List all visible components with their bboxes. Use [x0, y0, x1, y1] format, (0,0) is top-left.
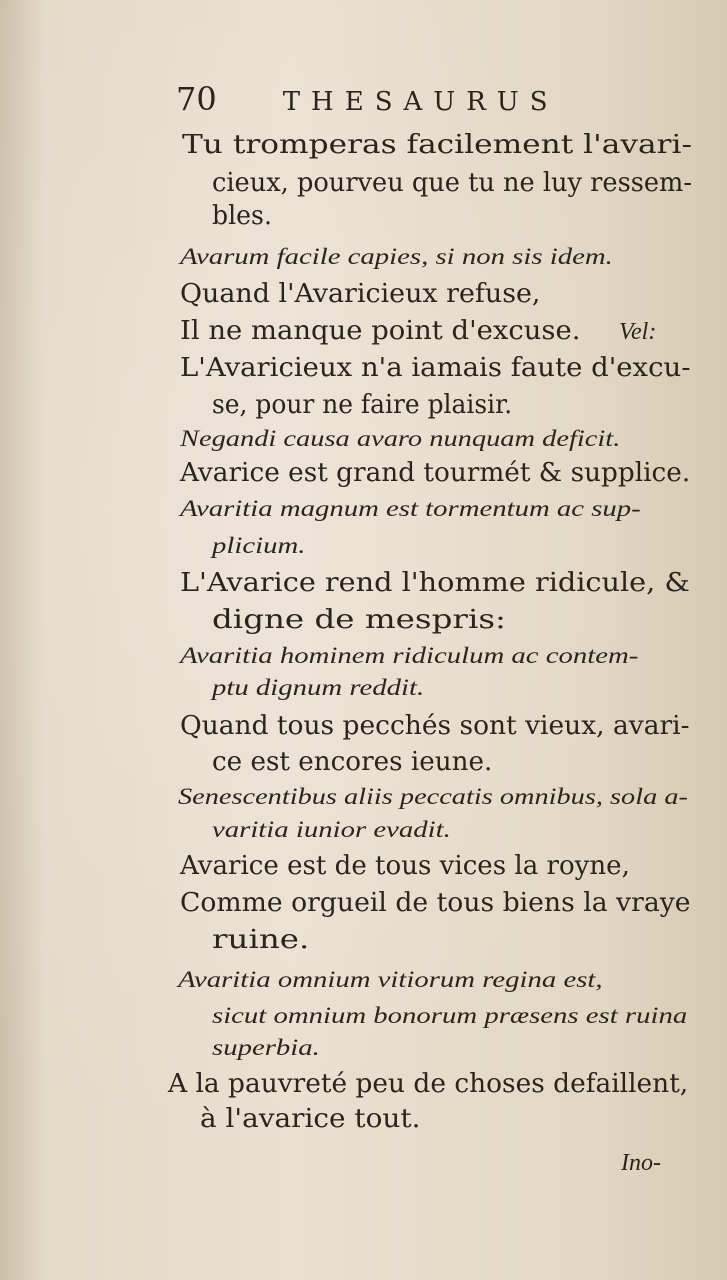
latin-line: Avaritia omnium vitiorum regina est, — [178, 967, 603, 992]
latin-line: sicut omnium bonorum præsens est ruina — [212, 1003, 688, 1028]
latin-line: Senescentibus aliis peccatis omnibus, sola a- — [178, 784, 688, 809]
french-line: L'Avarice rend l'homme ridicule, & — [180, 568, 690, 598]
latin-line: Avaritia hominem ridiculum ac contem- — [180, 643, 639, 668]
french-line: ce est encores ieune. — [212, 747, 493, 777]
french-line: L'Avaricieux n'a iamais faute d'excu- — [180, 353, 691, 383]
french-line: A la pauvreté peu de choses defaillent, — [168, 1069, 689, 1099]
latin-line: superbia. — [212, 1035, 320, 1060]
running-title: THESAURUS — [282, 87, 559, 117]
french-line: Tu tromperas facilement l'avari- — [182, 130, 692, 160]
margin-note: Vel: — [619, 319, 657, 345]
french-line: se, pour ne faire plaisir. — [212, 390, 513, 420]
french-line: Comme orgueil de tous biens la vraye — [180, 888, 691, 918]
latin-line: Avarum facile capies, si non sis idem. — [180, 244, 613, 269]
latin-line: varitia iunior evadit. — [212, 817, 451, 842]
french-line: bles. — [212, 201, 272, 231]
latin-line: Avaritia magnum est tormentum ac sup- — [180, 496, 641, 521]
latin-line: plicium. — [212, 533, 306, 558]
latin-line: Negandi causa avaro nunquam deficit. — [180, 426, 621, 451]
french-line: à l'avarice tout. — [200, 1104, 421, 1134]
catchword: Ino- — [621, 1150, 661, 1176]
french-line: ruine. — [212, 925, 310, 955]
page-number: 70 — [176, 80, 217, 118]
french-line: Quand l'Avaricieux refuse, — [180, 279, 541, 309]
french-line: Avarice est de tous vices la royne, — [180, 851, 630, 881]
french-line: Quand tous pecchés sont vieux, avari- — [180, 711, 690, 741]
french-line: cieux, pourveu que tu ne luy ressem- — [212, 168, 692, 198]
french-line: Avarice est grand tourmét & supplice. — [180, 458, 691, 488]
running-header — [176, 80, 616, 118]
french-line: Il ne manque point d'excuse. — [180, 316, 581, 346]
french-line: digne de mespris: — [212, 605, 506, 635]
latin-line: ptu dignum reddit. — [212, 675, 425, 700]
